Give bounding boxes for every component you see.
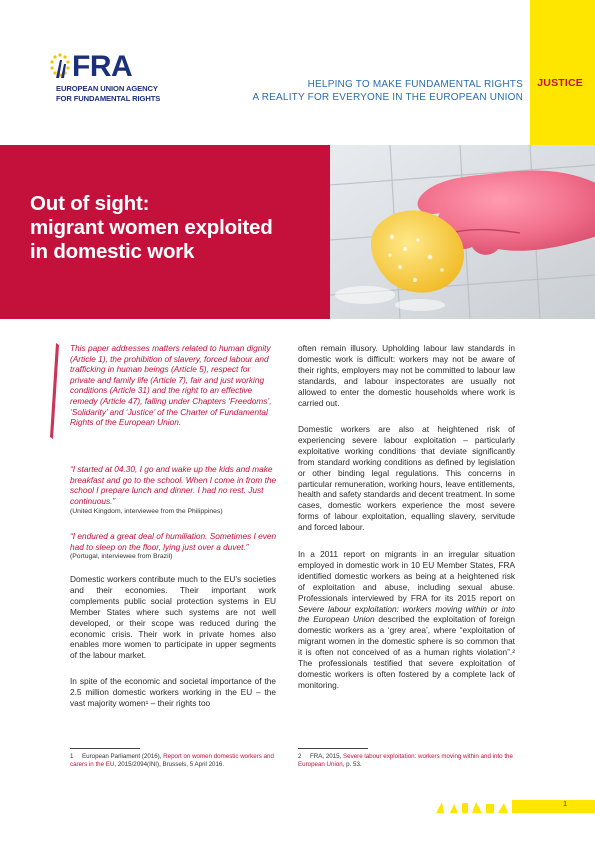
footnote-text: European Parliament (2016),: [82, 753, 164, 760]
title-line3: in domestic work: [30, 240, 195, 263]
tagline: [230, 78, 523, 104]
quote-1: “I started at 04.30, I go and wake up the kids and make breakfast and go to the school. When I come in from the school I prepare lunch and dinner. I had no rest. Just continuous.”: [70, 464, 277, 506]
agency-name: [56, 84, 160, 103]
footnote-number: 1: [70, 753, 74, 760]
footnote-text: , p. 53.: [342, 761, 362, 769]
footnote-link[interactable]: Report on women domestic workers and carers in the EU: [70, 753, 274, 769]
footnote-text: FRA, 2015,: [310, 753, 344, 760]
footnote-2: [298, 753, 515, 770]
footnote-divider: [70, 748, 140, 749]
quote-2: “I endured a great deal of humiliation. Sometimes I even had to sleep on the floor, lying just over a duvet.”: [70, 531, 277, 552]
paragraph-text: In a 2011 report on migrants in an irregular situation employed in domestic work in 10 EU Member States, FRA identified domestic workers as being at a heightened risk of exploitation and abuse, including sexual abuse. Professionals interviewed by FRA for its 2015 report on: [298, 549, 515, 603]
footnote-number: 2: [298, 753, 302, 760]
document-title: [30, 192, 273, 264]
agency-name-line2: FOR FUNDAMENTAL RIGHTS: [56, 93, 161, 103]
intro-marker-icon: [47, 343, 61, 439]
quote-1-source: (United Kingdom, interviewee from the Philippines): [70, 508, 223, 515]
page-number: 1: [563, 801, 567, 808]
body-paragraph-right-2: Domestic workers are also at heightened risk of experiencing severe labour exploitation – particularly exploitative working conditions that deviate significantly from standard working conditions as defined by legislation or other binding legal regulations. This concerns in particular remuneration, working hours, leave entitlements, health and safety standards and decent treatment. In some cases, domestic workers experience the most severe forms of labour exploitation, equalling slavery, servitude and forced labour.: [298, 424, 515, 533]
logo-wordmark: FRA: [72, 50, 133, 83]
tagline-line1: HELPING TO MAKE FUNDAMENTAL RIGHTS: [307, 79, 523, 90]
body-paragraph-right-1: often remain illusory. Upholding labour law standards in domestic work is difficult: workers may not be aware of their rights, employers may not be committed to labour law standards, and labour inspectorates are usually not allowed to enter the domestic households where work is carried out.: [298, 343, 515, 408]
footnote-divider: [298, 748, 368, 749]
intro-paragraph: This paper addresses matters related to human dignity (Article 1), the prohibition of slavery, forced labour and trafficking in human beings (Article 5), respect for private and family life (Article 7), fair and just working conditions (Article 31) and the right to an effective remedy (Article 47), falling under Chapters ‘Freedoms’, ‘Solidarity’ and ‘Justice’ of the Charter of Fundamental Rights of the European Union.: [70, 343, 272, 428]
footnote-1: [70, 753, 280, 770]
body-paragraph-right-3: [298, 549, 515, 691]
title-line2: migrant women exploited: [30, 216, 273, 239]
page-number-bar: [530, 800, 595, 813]
footnote-link[interactable]: Severe labour exploitation: workers moving within and into the European Union: [298, 753, 513, 769]
footnote-text: , 2015/2094(INI), Brussels, 5 April 2016.: [114, 761, 225, 769]
paragraph-text: described the exploitation of foreign domestic workers as a ‘grey area’, where “exploitation of migrant women in the domestic sphere is so common that it is often not conceived of as a human rights violation”.² The professionals testified that severe exploitation of domestic workers is often fostered by a complete lack of monitoring.: [298, 614, 515, 690]
body-paragraph-left-2: In spite of the economic and societal importance of the 2.5 million domestic workers working in the EU – the vast majority women¹ – their rights too: [70, 676, 276, 708]
body-paragraph-left-1: Domestic workers contribute much to the EU’s societies and their economies. Their important work complements public social protection systems in EU Member States where such systems are not well developed, or their scope was reduced during the economic crisis. Their work in private homes also enables more women to participate in upper segments of the labour market.: [70, 574, 276, 661]
title-line1: Out of sight:: [30, 192, 150, 215]
report-title: Severe labour exploitation: workers moving within or into the European Union: [298, 603, 515, 625]
decorative-strip: [416, 800, 530, 813]
agency-name-line1: EUROPEAN UNION AGENCY: [56, 84, 158, 93]
yellow-header-bar: [530, 0, 595, 145]
quote-2-source: (Portugal, interviewee from Brazil): [70, 553, 173, 560]
tagline-line2: A REALITY FOR EVERYONE IN THE EUROPEAN UNION: [252, 92, 523, 103]
fra-logo: [48, 50, 208, 120]
section-label: JUSTICE: [537, 77, 583, 89]
